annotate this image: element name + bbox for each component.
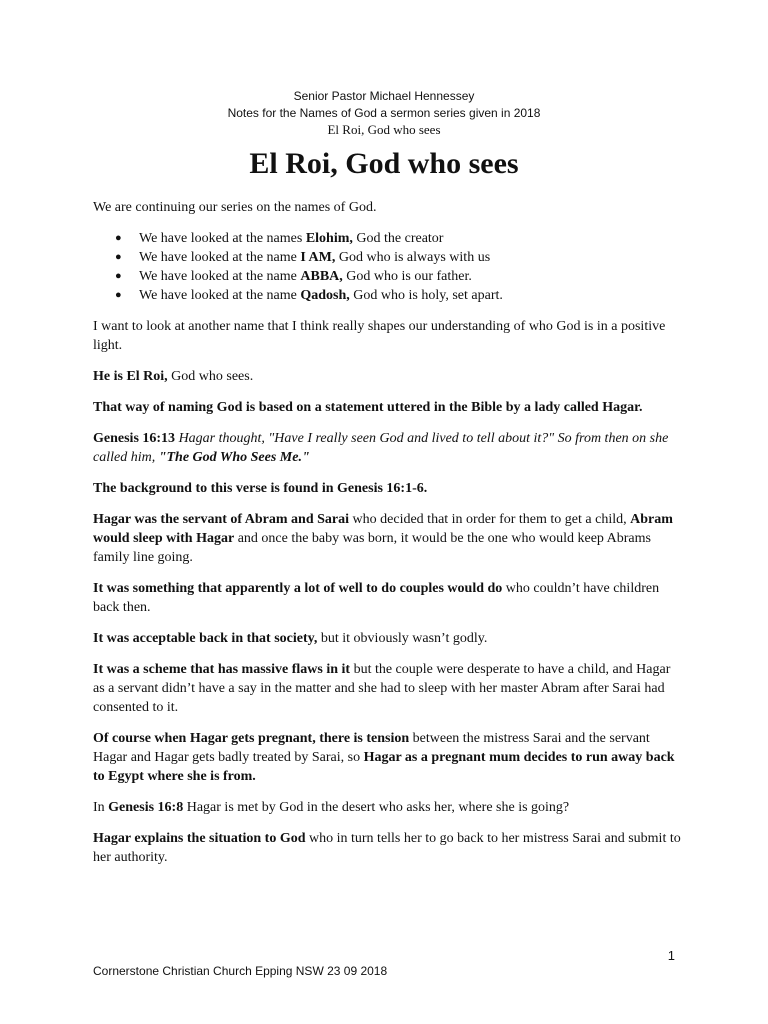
- header-subtitle: El Roi, God who sees: [327, 122, 441, 137]
- header-series: Notes for the Names of God a sermon series given in 2018: [227, 106, 541, 120]
- page-title: El Roi, God who sees: [249, 147, 519, 180]
- paragraph: Hagar explains the situation to God who in turn tells her to go back to her mistress Sarai and submit to her authority.: [93, 831, 681, 865]
- paragraph: In Genesis 16:8 Hagar is met by God in the desert who asks her, where she is going?: [93, 800, 570, 815]
- page-number: 1: [667, 948, 675, 963]
- paragraph: I want to look at another name that I think really shapes our understanding of who God is in a positive light.: [93, 319, 666, 353]
- paragraph: It was something that apparently a lot of well to do couples would do who couldn’t have children back then.: [93, 581, 660, 615]
- intro-paragraph: We are continuing our series on the names of God.: [93, 200, 377, 215]
- paragraph: Hagar was the servant of Abram and Sarai who decided that in order for them to get a child, Abram would sleep with Hagar and once the baby was born, it would be the one who would keep Abrams family line going.: [93, 512, 673, 565]
- paragraph: It was a scheme that has massive flaws in it but the couple were desperate to have a child, and Hagar as a servant didn’t have a say in the matter and she had to sleep with her master Abram after Sarai had consented to it.: [93, 662, 671, 715]
- list-item: ● We have looked at the name Qadosh, God who is holy, set apart.: [115, 288, 503, 303]
- bullet-icon: ●: [115, 232, 122, 244]
- list-item: ● We have looked at the name I AM, God who is always with us: [115, 250, 491, 265]
- bullet-icon: ●: [115, 251, 122, 263]
- bullet-icon: ●: [115, 289, 122, 301]
- page-footer: Cornerstone Christian Church Epping NSW 23 09 2018: [93, 964, 388, 978]
- paragraph: The background to this verse is found in Genesis 16:1-6.: [93, 481, 428, 496]
- list-item: ● We have looked at the names Elohim, God the creator: [115, 231, 444, 246]
- scripture-quote: Genesis 16:13 Hagar thought, "Have I really seen God and lived to tell about it?" So from then on she called him, "The God Who Sees Me.": [93, 431, 669, 465]
- bullet-icon: ●: [115, 270, 122, 282]
- list-item: ● We have looked at the name ABBA, God who is our father.: [115, 269, 472, 284]
- header-author: Senior Pastor Michael Hennessey: [293, 89, 475, 103]
- paragraph: He is El Roi, God who sees.: [93, 369, 254, 384]
- paragraph: It was acceptable back in that society, but it obviously wasn’t godly.: [93, 631, 488, 646]
- document-body: [93, 198, 683, 879]
- paragraph: Of course when Hagar gets pregnant, there is tension between the mistress Sarai and the servant Hagar and Hagar gets badly treated by Sarai, so Hagar as a pregnant mum decides to run away back to Egypt where she is from.: [93, 731, 675, 784]
- names-list: [93, 229, 683, 305]
- paragraph: That way of naming God is based on a statement uttered in the Bible by a lady called Hagar.: [93, 400, 643, 415]
